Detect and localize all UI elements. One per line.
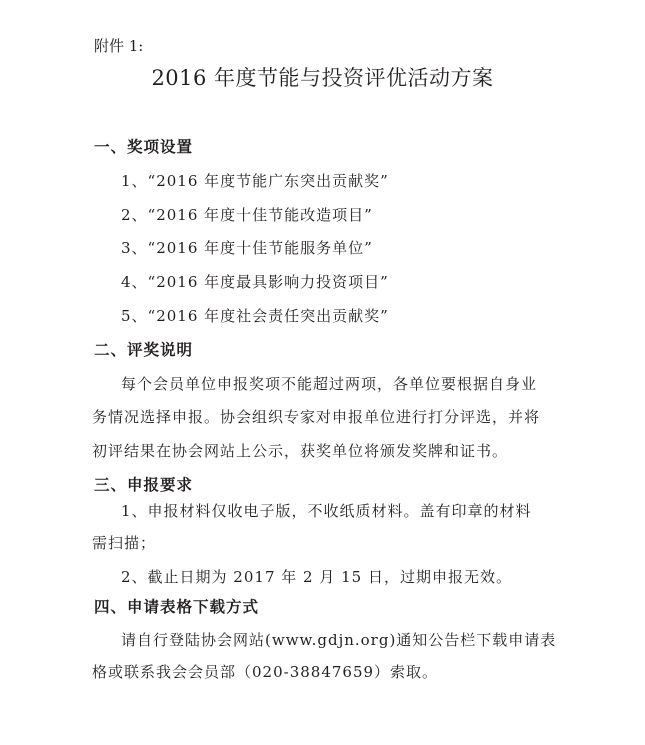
section-heading-evaluation: 二、评奖说明 [94, 341, 194, 359]
paragraph-line: 务情况选择申报。协会组织专家对申报单位进行打分评选，并将 [92, 408, 541, 426]
paragraph-line: 1、申报材料仅收电子版，不收纸质材料。盖有印章的材料 [121, 502, 532, 520]
paragraph-line: 每个会员单位申报奖项不能超过两项，各单位要根据自身业 [121, 375, 538, 393]
award-item: 2、“2016 年度十佳节能改造项目” [121, 206, 373, 224]
paragraph-line: 初评结果在协会网站上公示，获奖单位将颁发奖牌和证书。 [92, 442, 509, 460]
paragraph-line: 2、截止日期为 2017 年 2 月 15 日，过期申报无效。 [121, 568, 512, 586]
paragraph-line: 需扫描； [92, 534, 157, 552]
paragraph-line: 请自行登陆协会网站(www.gdjn.org)通知公告栏下载申请表 [121, 631, 557, 649]
document-title: 2016 年度节能与投资评优活动方案 [151, 66, 494, 90]
award-item: 1、“2016 年度节能广东突出贡献奖” [121, 172, 389, 190]
award-item: 3、“2016 年度十佳节能服务单位” [121, 239, 373, 257]
attachment-label: 附件 1: [94, 37, 144, 55]
award-item: 4、“2016 年度最具影响力投资项目” [121, 273, 389, 291]
paragraph-line: 格或联系我会会员部（020-38847659）索取。 [92, 663, 439, 681]
section-heading-awards: 一、奖项设置 [94, 138, 194, 156]
award-item: 5、“2016 年度社会责任突出贡献奖” [121, 307, 389, 325]
section-heading-requirements: 三、申报要求 [94, 476, 194, 494]
section-heading-download: 四、申请表格下载方式 [94, 598, 260, 616]
